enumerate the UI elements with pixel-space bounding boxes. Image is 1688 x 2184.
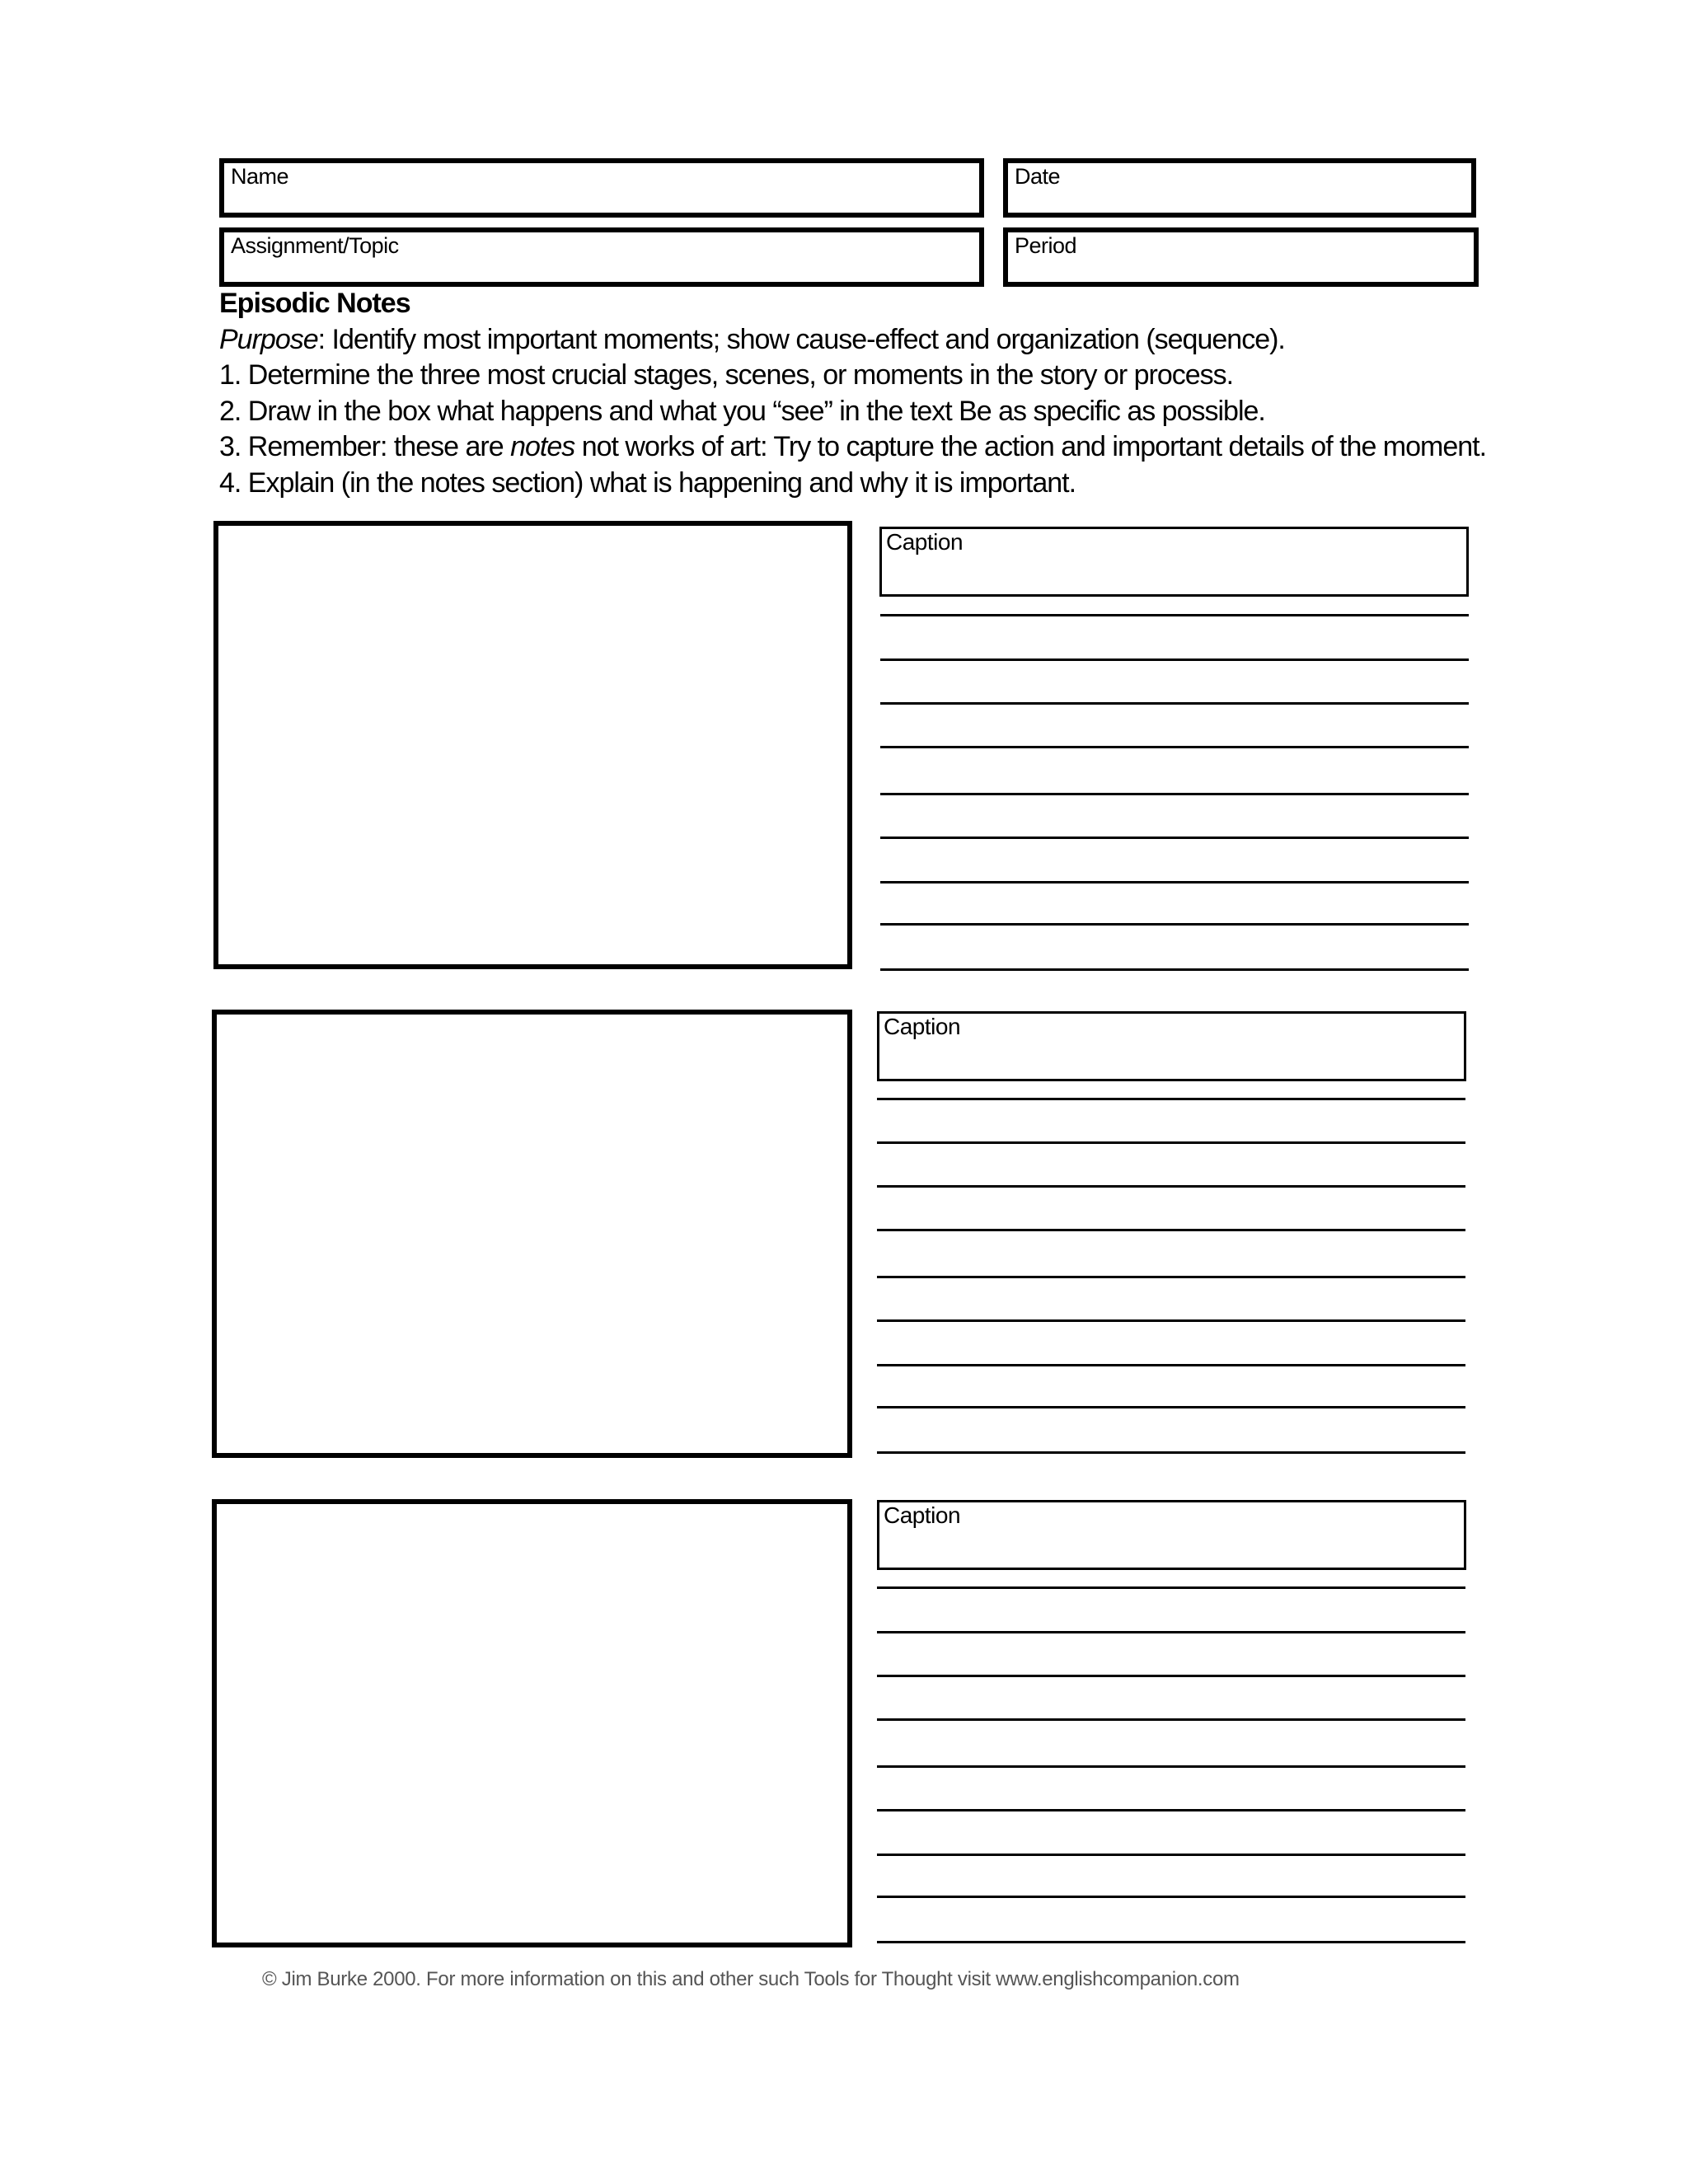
caption-label: Caption xyxy=(886,529,964,555)
note-line[interactable] xyxy=(877,1896,1465,1898)
caption-label: Caption xyxy=(884,1502,961,1528)
note-line[interactable] xyxy=(877,1319,1465,1322)
note-line[interactable] xyxy=(877,1141,1465,1144)
page-title: Episodic Notes xyxy=(219,288,410,319)
note-line[interactable] xyxy=(877,1364,1465,1366)
name-label: Name xyxy=(231,164,289,189)
note-line[interactable] xyxy=(877,1854,1465,1856)
date-field[interactable] xyxy=(1003,158,1476,218)
instruction-step-1: 1. Determine the three most crucial stages, scenes, or moments in the story or process. xyxy=(219,359,1234,391)
assignment-topic-field[interactable] xyxy=(219,227,984,287)
instruction-step-4: 4. Explain (in the notes section) what is happening and why it is important. xyxy=(219,466,1076,499)
step3-emphasis: notes xyxy=(510,431,575,462)
purpose-text: : Identify most important moments; show cause-effect and organization (sequence). xyxy=(317,323,1285,355)
caption-field-1[interactable] xyxy=(879,527,1469,597)
instructions-block xyxy=(219,286,1554,501)
name-field[interactable] xyxy=(219,158,984,218)
note-line[interactable] xyxy=(877,1718,1465,1721)
drawing-box-3[interactable] xyxy=(212,1499,852,1947)
note-line[interactable] xyxy=(880,968,1469,971)
note-line[interactable] xyxy=(877,1229,1465,1231)
instruction-step-2: 2. Draw in the box what happens and what you “see” in the text Be as specific as possible. xyxy=(219,395,1265,427)
note-line[interactable] xyxy=(880,614,1469,616)
note-line[interactable] xyxy=(880,923,1469,926)
instruction-step-3 xyxy=(219,429,1554,466)
date-label: Date xyxy=(1015,164,1061,189)
drawing-box-2[interactable] xyxy=(212,1010,852,1458)
period-label: Period xyxy=(1015,233,1077,258)
step3-after: not works of art: Try to capture the action and important details of the moment. xyxy=(574,431,1487,462)
purpose-line xyxy=(219,322,1554,359)
note-line[interactable] xyxy=(880,658,1469,661)
note-line[interactable] xyxy=(877,1185,1465,1188)
note-line[interactable] xyxy=(880,746,1469,748)
note-line[interactable] xyxy=(880,837,1469,839)
caption-field-3[interactable] xyxy=(877,1500,1466,1570)
purpose-label: Purpose xyxy=(219,323,318,355)
note-line[interactable] xyxy=(880,881,1469,883)
note-line[interactable] xyxy=(877,1809,1465,1811)
note-line[interactable] xyxy=(877,1675,1465,1677)
note-line[interactable] xyxy=(877,1276,1465,1278)
caption-field-2[interactable] xyxy=(877,1011,1466,1081)
step3-before: 3. Remember: these are xyxy=(219,431,511,462)
note-line[interactable] xyxy=(877,1941,1465,1943)
note-line[interactable] xyxy=(877,1098,1465,1100)
note-line[interactable] xyxy=(877,1406,1465,1408)
note-line[interactable] xyxy=(880,702,1469,705)
assignment-topic-label: Assignment/Topic xyxy=(231,233,399,258)
note-line[interactable] xyxy=(877,1765,1465,1768)
caption-label: Caption xyxy=(884,1014,961,1039)
note-line[interactable] xyxy=(877,1631,1465,1633)
note-line[interactable] xyxy=(880,793,1469,795)
note-line[interactable] xyxy=(877,1451,1465,1454)
copyright-footer: © Jim Burke 2000. For more information on this and other such Tools for Thought visit www.englishcompanion.com xyxy=(262,1968,1240,1990)
period-field[interactable] xyxy=(1003,227,1479,287)
drawing-box-1[interactable] xyxy=(213,521,852,969)
note-line[interactable] xyxy=(877,1586,1465,1589)
